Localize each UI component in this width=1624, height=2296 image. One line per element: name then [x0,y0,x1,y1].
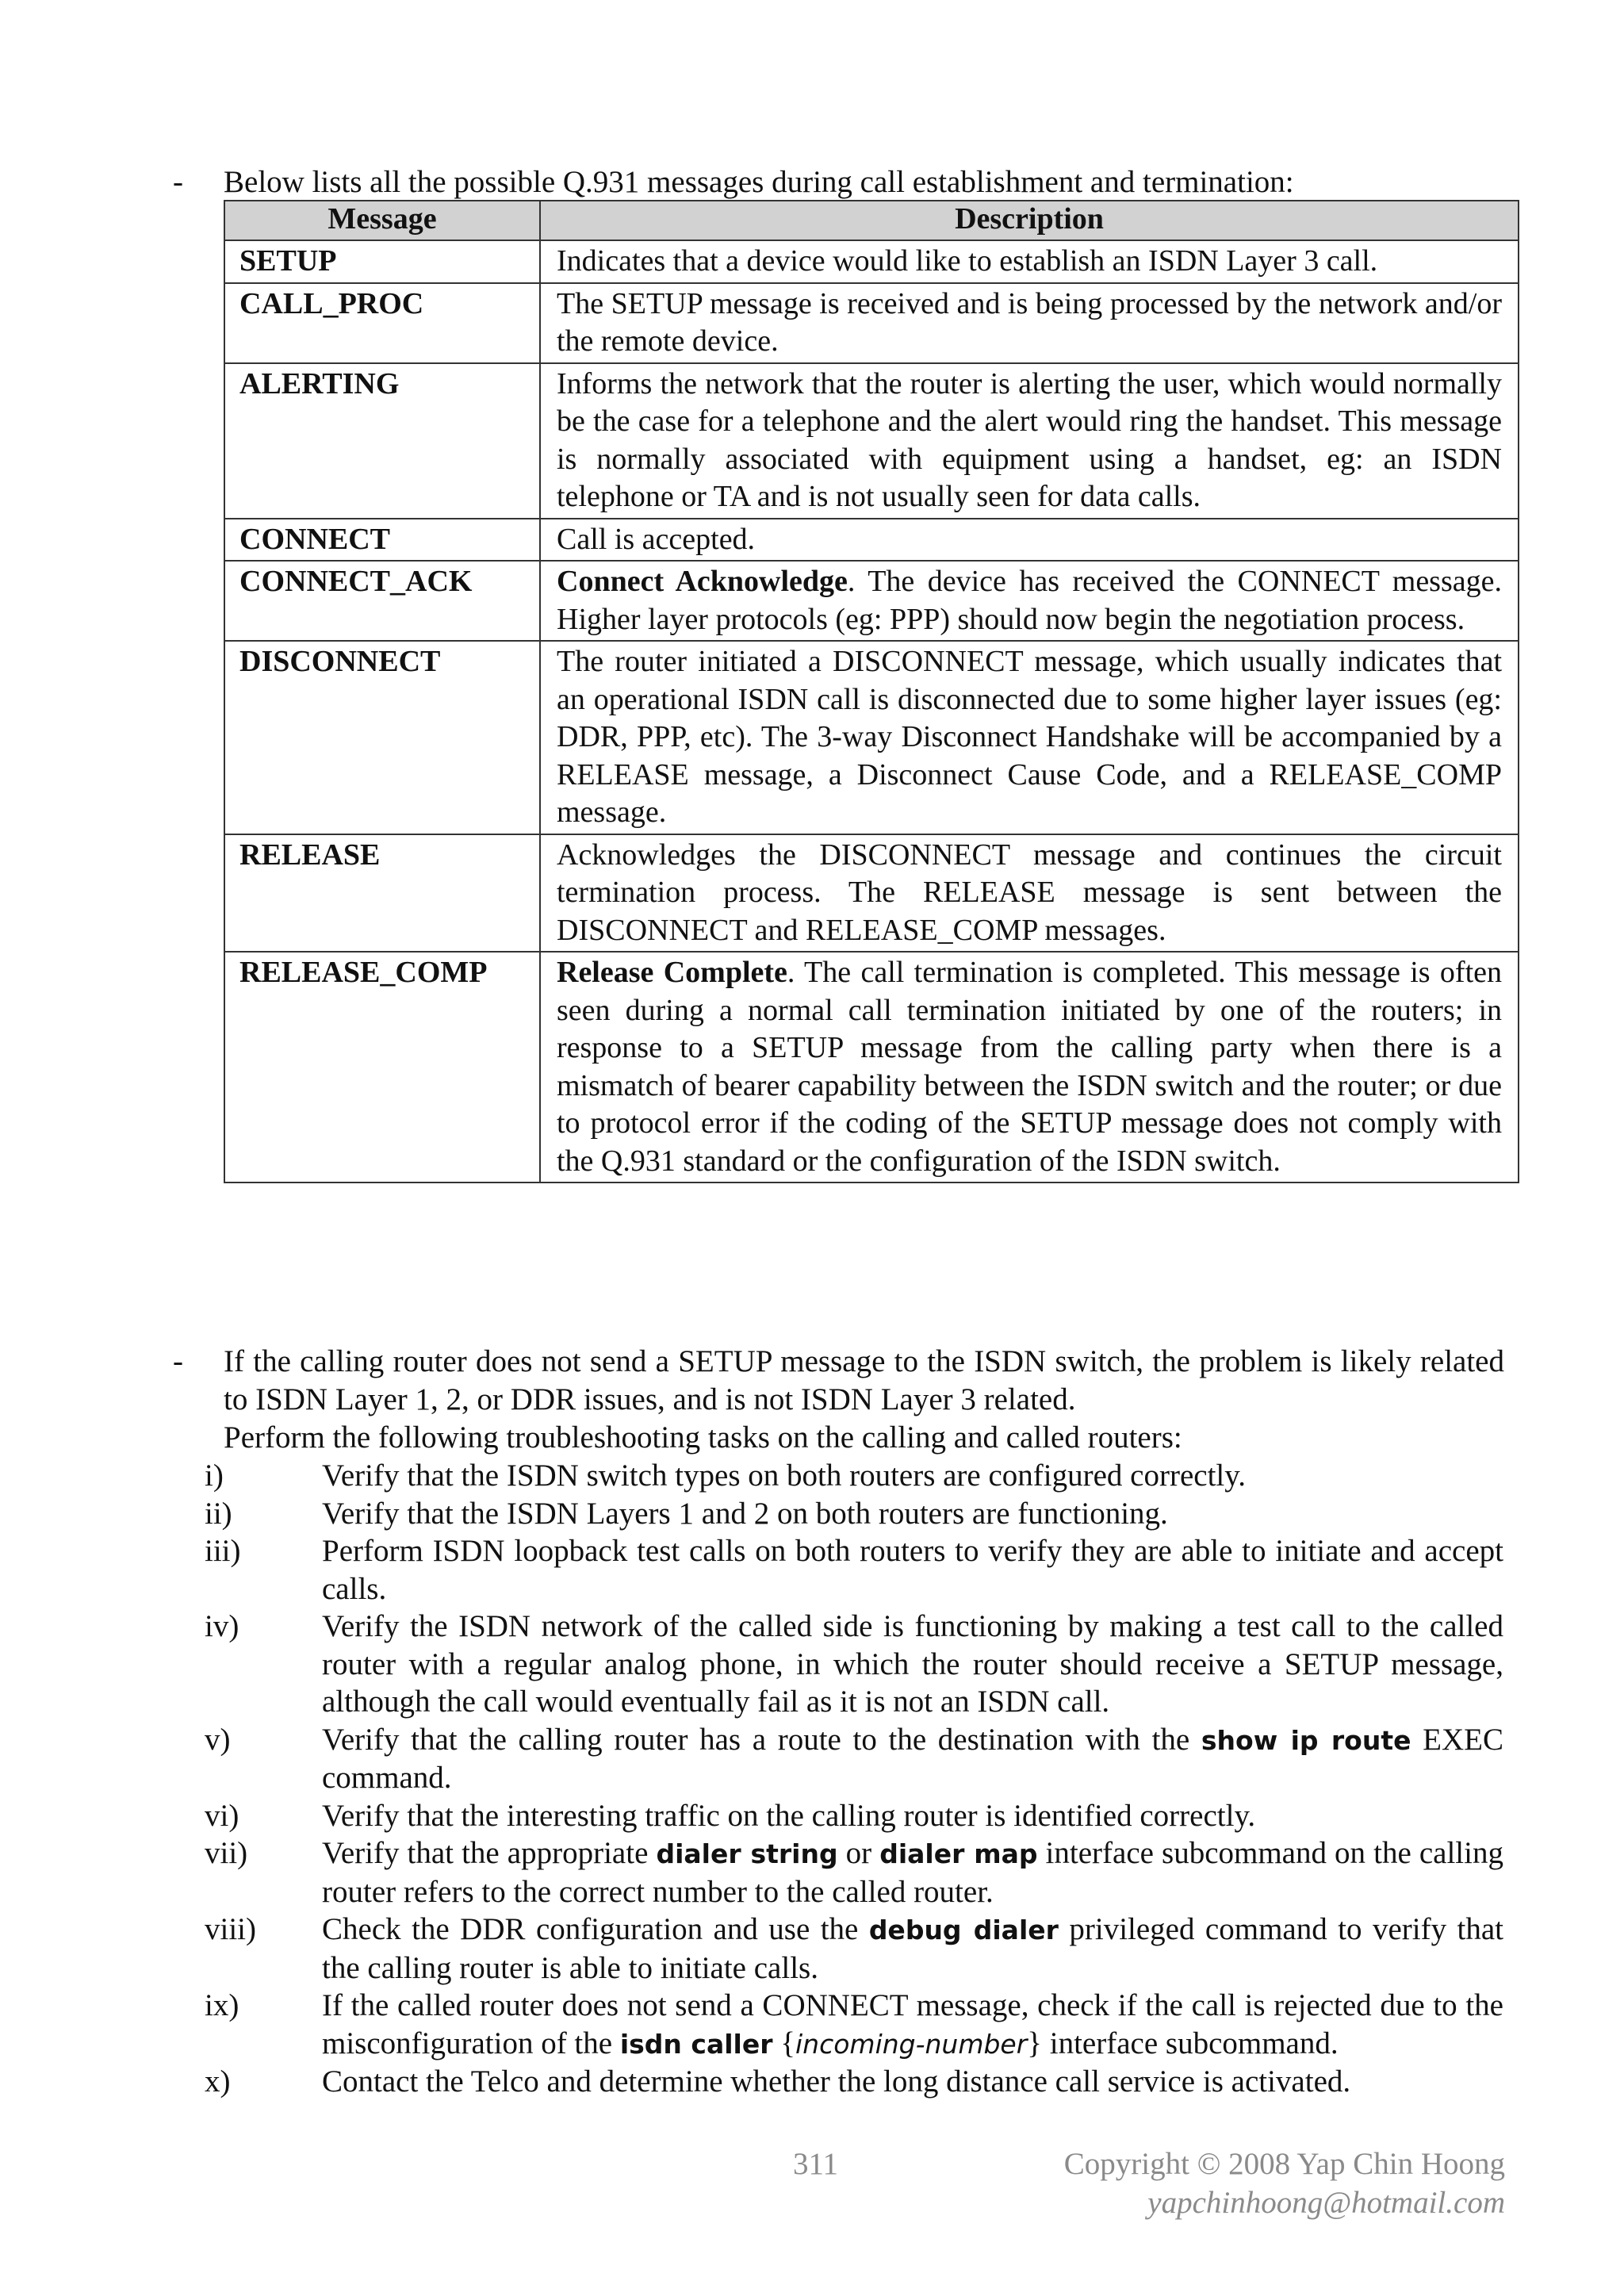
tasks-intro-text: Perform the following troubleshooting tasks on the calling and called routers: [224,1420,1182,1455]
step-number: vii) [205,1836,248,1870]
list-item: iv) Verify the ISDN network of the called side is functioning by making a test call to the called router with a regular analog phone, in which the router should receive a SETUP message, although the call would eventually fail as it is not an ISDN call. [205,1609,1503,1719]
message-description: Informs the network that the router is alerting the user, which would normally be the case for a telephone and the alert would ring the handset. This message is normally associated with equipment using a handset, eg: an ISDN telephone or TA and is not usually seen for data calls. [540,363,1519,519]
step-number: iv) [205,1609,239,1643]
list-item: i) Verify that the ISDN switch types on both routers are configured correctly. [205,1457,1503,1495]
message-name: CONNECT_ACK [224,561,540,641]
bullet-dash: - [173,1344,183,1378]
step-number: ii) [205,1496,232,1531]
copyright-text: Copyright © 2008 Yap Chin Hoong [1063,2147,1505,2181]
list-item: iii) Perform ISDN loopback test calls on both routers to verify they are able to initiate and accept calls. [205,1534,1503,1606]
message-name: RELEASE [224,834,540,953]
table-row [224,283,1519,363]
table-header-row [224,201,1519,240]
command-text: show ip route [1201,1724,1411,1756]
table-row [224,834,1519,953]
command-text: isdn caller [619,2028,773,2060]
message-name: ALERTING [224,363,540,519]
message-name: DISCONNECT [224,641,540,834]
table-row [224,952,1519,1182]
message-description: Indicates that a device would like to establish an ISDN Layer 3 call. [540,240,1519,283]
message-description: The router initiated a DISCONNECT message, which usually indicates that an operational ISDN call is disconnected due to some higher layer issues (eg: DDR, PPP, etc). The 3-way Disconnect Handshake will be accompanied by a RELEASE message, a Disconnect Cause Code, and a RELEASE_COMP message. [540,641,1519,834]
bullet-dash: - [173,165,183,199]
q931-messages-table [224,200,1519,1183]
argument-text: incoming-number [795,2028,1028,2060]
list-item: ix) If the called router does not send a CONNECT message, check if the call is rejected due to the misconfiguration of the isdn caller {incoming-number} interface subcommand. [205,1988,1503,2060]
author-email: yapchinhoong@hotmail.com [1147,2186,1505,2220]
command-text: dialer map [879,1838,1038,1869]
table-row [224,240,1519,283]
list-item: viii) Check the DDR configuration and use the debug dialer privileged command to verify that the calling router is able to initiate calls. [205,1912,1504,1985]
step-number: v) [205,1722,231,1757]
list-item: vi) Verify that the interesting traffic on the calling router is identified correctly. [205,1797,1503,1835]
list-item: vii) Verify that the appropriate dialer string or dialer map interface subcommand on the calling router refers to the correct number to the called router. [205,1836,1503,1909]
troubleshooting-steps [205,1457,1503,2101]
list-item: v) Verify that the calling router has a route to the destination with the show ip route EXEC command. [205,1722,1503,1795]
setup-not-sent-text: If the calling router does not send a SETUP message to the ISDN switch, the problem is likely related to ISDN Layer 1, 2, or DDR issues, and is not ISDN Layer 3 related. [224,1344,1504,1416]
command-text: debug dialer [868,1915,1059,1945]
list-item: x) Contact the Telco and determine whether the long distance call service is activated. [205,2063,1503,2101]
step-number: vi) [205,1798,239,1833]
header-message: Message [224,201,540,240]
step-number: viii) [205,1912,256,1946]
message-description: Call is accepted. [540,519,1519,562]
troubleshoot-paragraph [224,1343,1504,1457]
intro-text: Below lists all the possible Q.931 messages during call establishment and termination: [224,165,1294,199]
table-row [224,363,1519,519]
list-item: ii) Verify that the ISDN Layers 1 and 2 on both routers are functioning. [205,1495,1503,1533]
message-description: The SETUP message is received and is being processed by the network and/or the remote device. [540,283,1519,363]
message-description: Release Complete. The call termination is completed. This message is often seen during a normal call termination initiated by one of the routers; in response to a SETUP message from the calling party when there is a mismatch of bearer capability between the ISDN switch and the router; or due to protocol error if the coding of the SETUP message does not comply with the Q.931 standard or the configuration of the ISDN switch. [540,952,1519,1182]
description-bold: Release Complete [557,956,787,989]
message-name: SETUP [224,240,540,283]
table-row [224,641,1519,834]
message-name: CONNECT [224,519,540,562]
step-number: x) [205,2064,231,2099]
message-description: Acknowledges the DISCONNECT message and continues the circuit termination process. The RELEASE message is sent between the DISCONNECT and RELEASE_COMP messages. [540,834,1519,953]
header-description: Description [540,201,1519,240]
step-number: iii) [205,1534,241,1568]
command-text: dialer string [656,1838,838,1869]
page-number: 311 [793,2147,839,2181]
message-name: CALL_PROC [224,283,540,363]
step-number: i) [205,1458,224,1493]
step-number: ix) [205,1988,239,2022]
table-row [224,519,1519,562]
message-name: RELEASE_COMP [224,952,540,1182]
description-bold: Connect Acknowledge [557,565,848,598]
message-description: Connect Acknowledge. The device has received the CONNECT message. Higher layer protocols (eg: PPP) should now begin the negotiation process. [540,561,1519,641]
table-row [224,561,1519,641]
